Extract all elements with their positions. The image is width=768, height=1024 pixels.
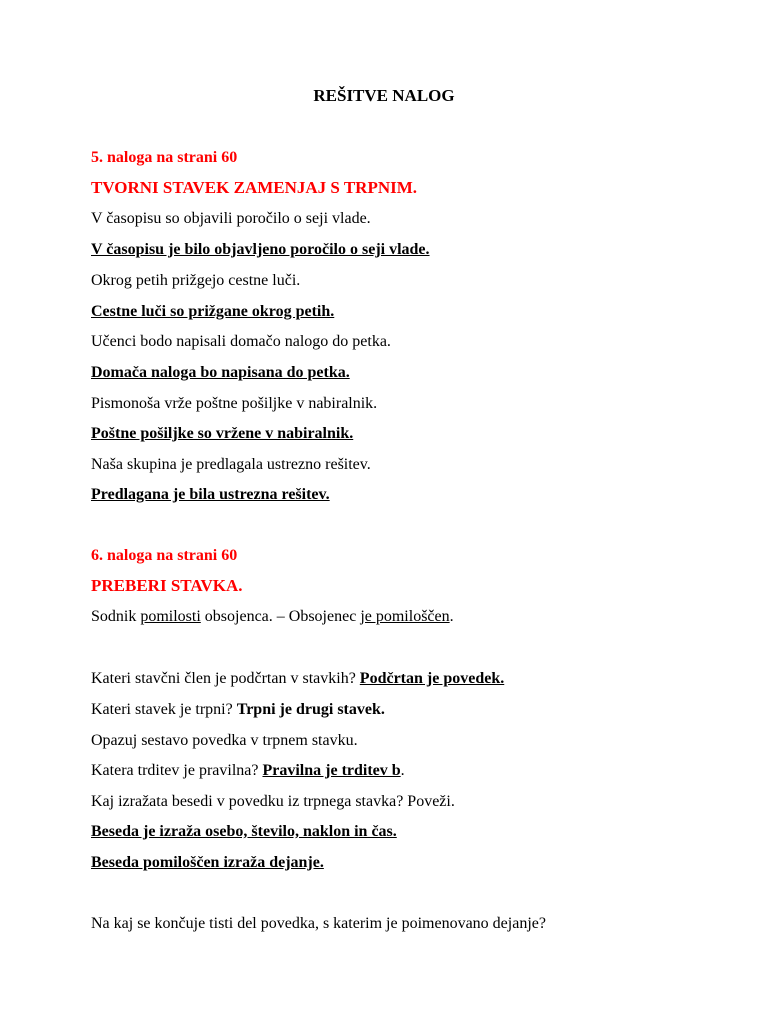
task5-answer-5: Predlagana je bila ustrezna rešitev. [91,486,330,503]
task5-sentence-1: V časopisu so objavili poročilo o seji vlade. [91,210,371,227]
task5-answer-2: Cestne luči so prižgane okrog petih. [91,303,335,320]
question-1-answer: Podčrtan je povedek. [359,670,505,687]
example-part-3: obsojenca. – Obsojenec [200,608,361,625]
task6-question-1 [91,668,504,690]
task5-answer-1: V časopisu je bilo objavljeno poročilo o seji vlade. [91,241,430,258]
task5-sentence-3: Učenci bodo napisali domačo nalogo do petka. [91,333,391,350]
question-4-answer: Pravilna je trditev b [262,762,401,779]
question-1-text: Kateri stavčni člen je podčrtan v stavkih? [91,670,360,687]
example-predicate-active: pomilosti [140,608,201,625]
example-part-1: Sodnik [91,608,141,625]
task6-question-4 [91,760,405,782]
task6-answer-5b: Beseda pomiloščen izraža dejanje. [91,854,324,871]
document-title: REŠITVE NALOG [313,86,455,105]
task6-heading: 6. naloga na strani 60 [91,547,238,564]
example-part-5: . [449,608,454,625]
example-predicate-passive: je pomiloščen [360,608,450,625]
question-4-end: . [400,762,405,779]
task6-answer-5a: Beseda je izraža osebo, število, naklon in čas. [91,823,397,840]
task6-question-3: Opazuj sestavo povedka v trpnem stavku. [91,732,358,749]
task5-sentence-4: Pismonoša vrže poštne pošiljke v nabiralnik. [91,395,378,412]
task5-sentence-5: Naša skupina je predlagala ustrezno rešitev. [91,456,371,473]
task6-instruction: PREBERI STAVKA. [91,576,243,595]
task6-question-5: Kaj izražata besedi v povedku iz trpnega stavka? Poveži. [91,793,455,810]
task5-answer-3: Domača naloga bo napisana do petka. [91,364,350,381]
task6-question-2 [91,699,385,721]
question-2-text: Kateri stavek je trpni? [91,701,237,718]
question-2-answer: Trpni je drugi stavek. [236,701,385,718]
task5-heading: 5. naloga na strani 60 [91,149,238,166]
task6-question-6: Na kaj se končuje tisti del povedka, s katerim je poimenovano dejanje? [91,915,546,932]
task6-example [91,606,454,628]
question-4-text: Katera trditev je pravilna? [91,762,263,779]
task5-sentence-2: Okrog petih prižgejo cestne luči. [91,272,301,289]
task5-answer-4: Poštne pošiljke so vržene v nabiralnik. [91,425,354,442]
task5-instruction: TVORNI STAVEK ZAMENJAJ S TRPNIM. [91,178,418,197]
